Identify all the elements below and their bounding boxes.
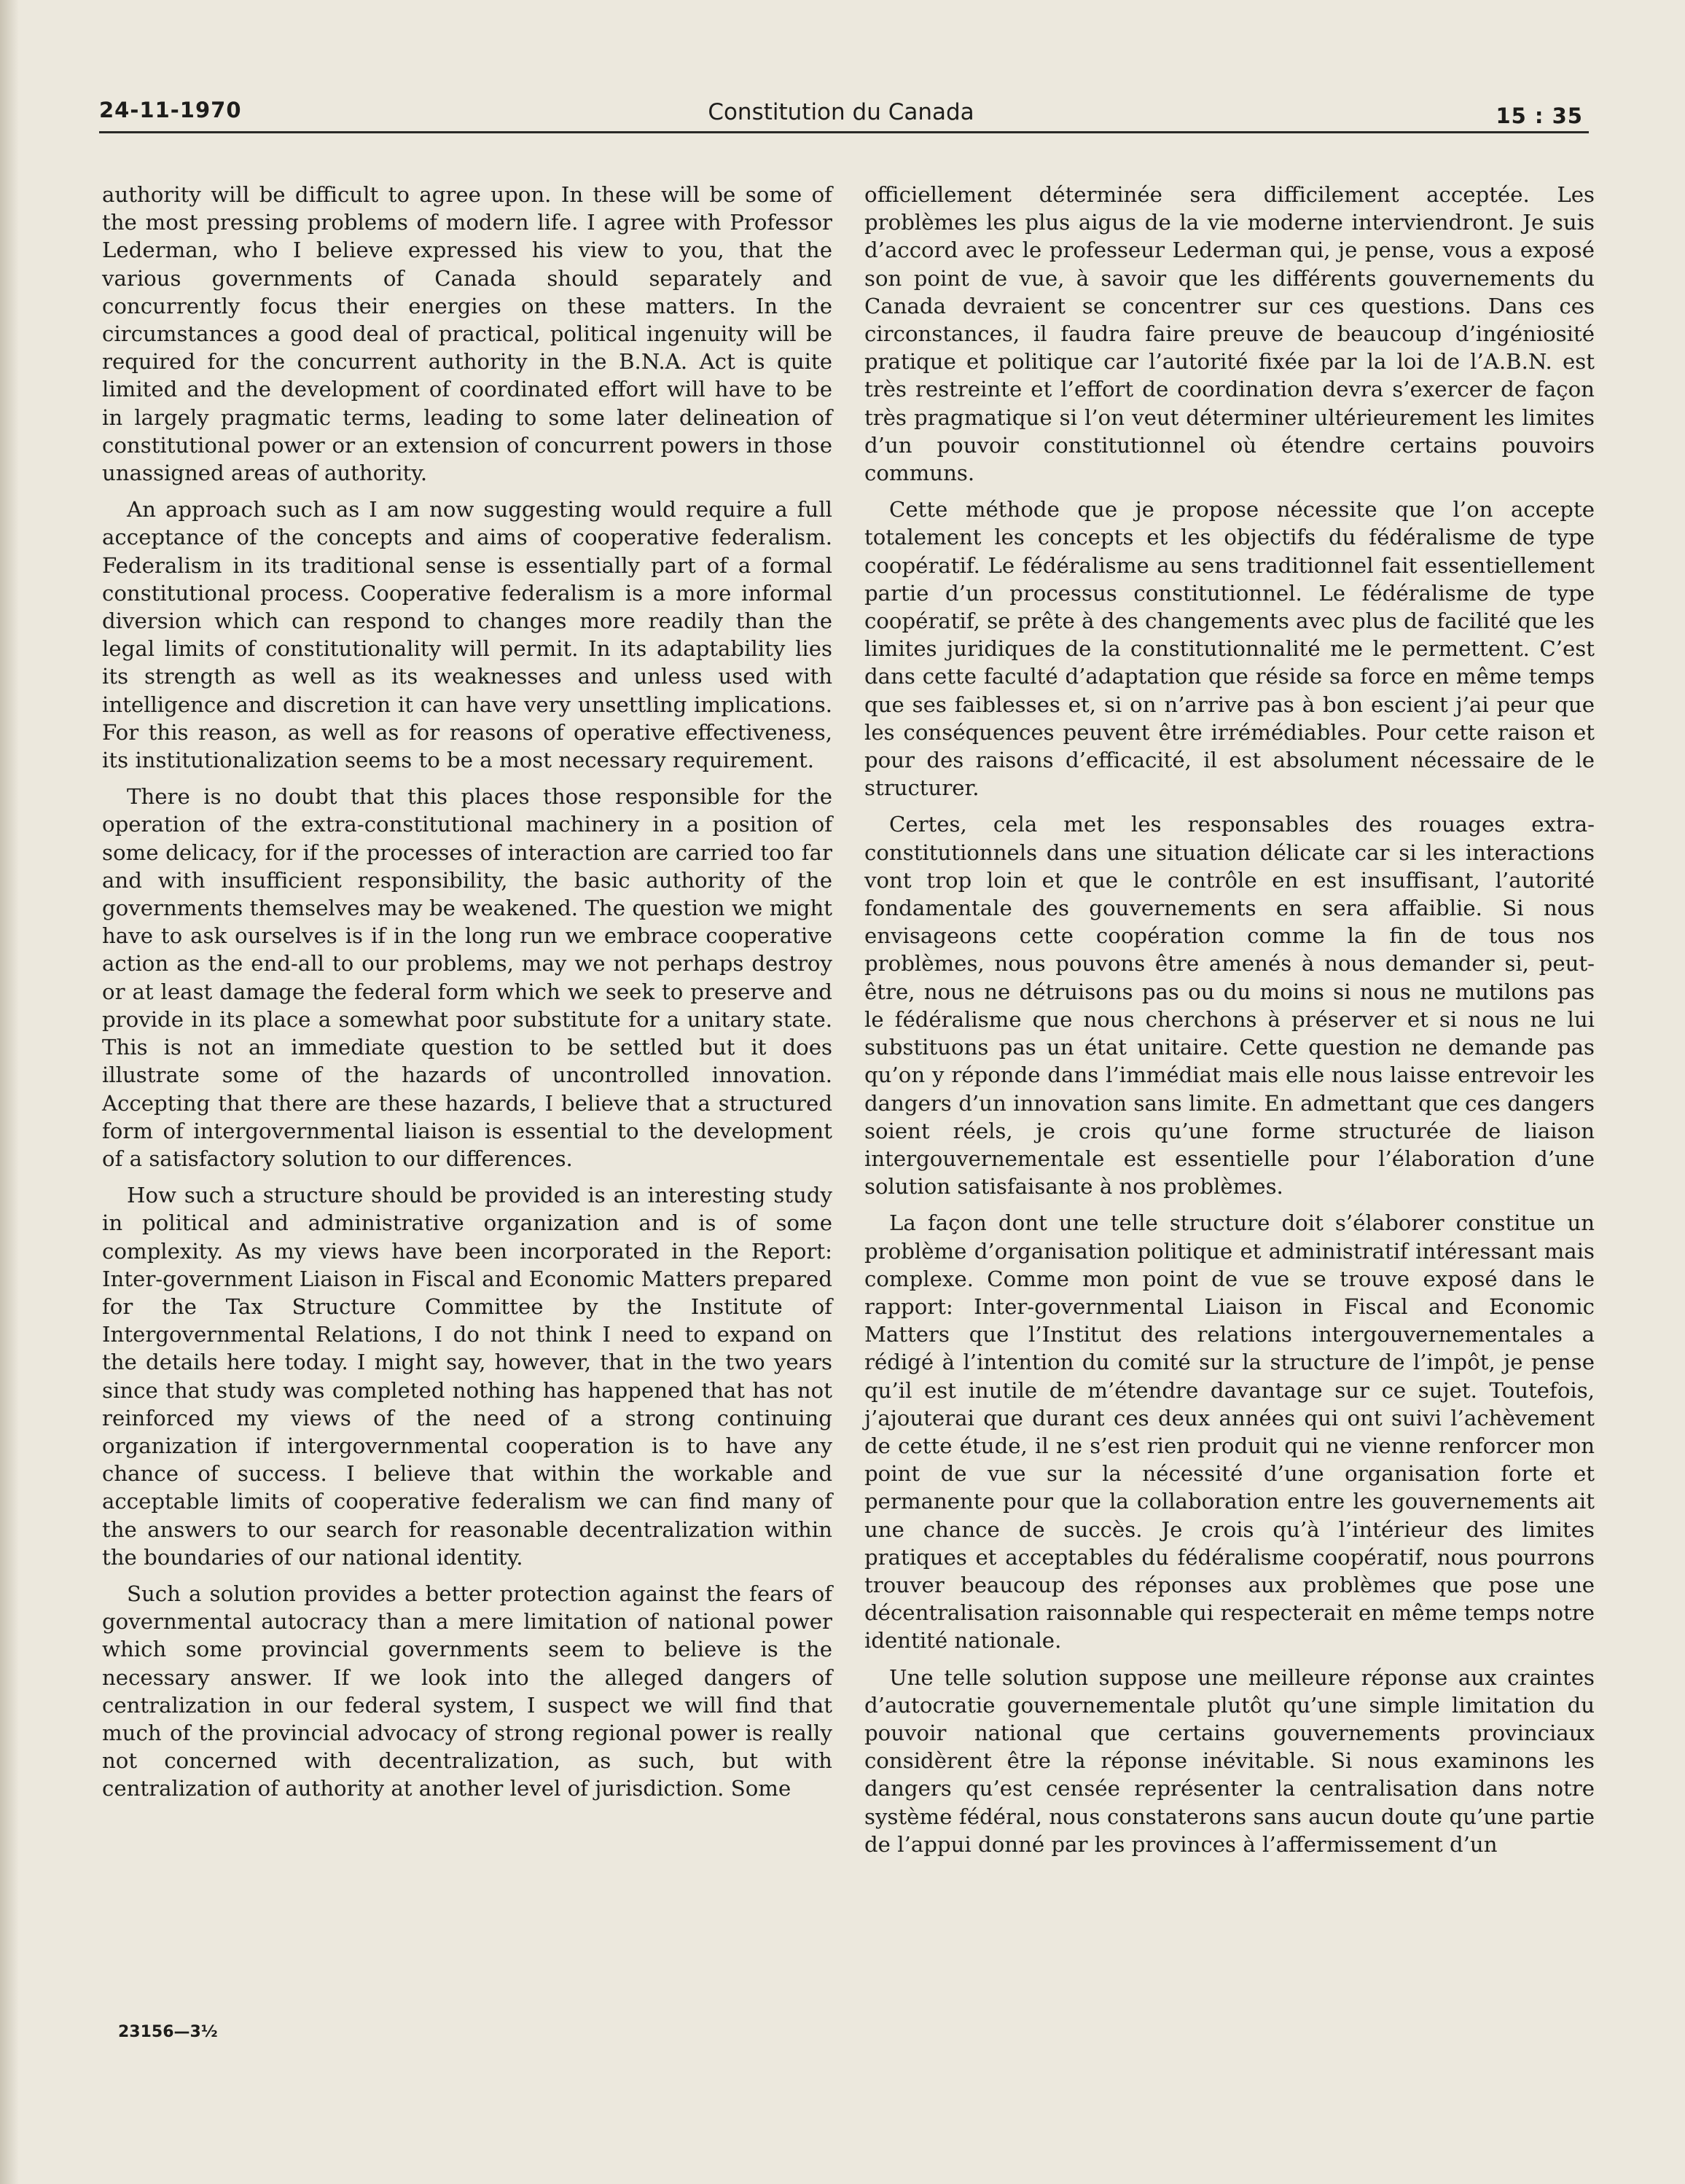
page-header [99,95,1583,131]
header-page-number: 15 : 35 [1496,103,1583,128]
right-paragraph-2: Cette méthode que je propose nécessite que l’on accepte totalement les concepts et les objectifs du fédéralisme de type coopératif. Le fédéralisme au sens traditionnel fait essentiellement partie d’un processus constitutionnel. Le fédéralisme de type coopératif, se prête à des changements avec plus de facilité que les limites juridiques de la constitutionnalité me le permettent. C’est dans cette faculté d’adaptation que réside sa force en même temps que ses faiblesses et, si on n’arrive pas à bon escient j’ai peur que les conséquences peuvent être irrémédiables. Pour cette raison et pour des raisons d’efficacité, il est absolument nécessaire de le structurer. [864,497,1595,801]
left-paragraph-1: authority will be difficult to agree upon. In these will be some of the most pressing problems of modern life. I agree with Professor Lederman, who I believe expressed his view to you, that the various governments of Canada should separately and concurrently focus their energies on these matters. In the circumstances a good deal of practical, political ingenuity will be required for the concurrent authority in the B.N.A. Act is quite limited and the development of coordinated effort will have to be in largely pragmatic terms, leading to some later delineation of constitutional power or an extension of concurrent powers in those unassigned areas of authority. [102,182,832,486]
right-column-french [864,181,1595,1867]
right-paragraph-5: Une telle solution suppose une meilleure réponse aux craintes d’autocratie gouvernementale plutôt qu’une simple limitation du pouvoir national que certains gouvernements provinciaux considèrent être la réponse inévitable. Si nous examinons les dangers qu’est censée représenter la centralisation dans notre système fédéral, nous constaterons sans aucun doute qu’une partie de l’appui donné par les provinces à l’affermissement d’un [864,1664,1595,1857]
header-title: Constitution du Canada [708,99,974,125]
printer-code: 23156—3½ [118,2023,218,2041]
right-paragraph-4: La façon dont une telle structure doit s’élaborer constitue un problème d’organisation politique et administratif intéressant mais complexe. Comme mon point de vue se trouve exposé dans le rapport: Inter-governmental Liaison in Fiscal and Economic Matters que l’Institut des relations intergouvernementales a rédigé à l’intention du comité sur la structure de l’impôt, je pense qu’il est inutile de m’étendre davantage sur ce sujet. Toutefois, j’ajouterai que durant ces deux années qui ont suivi l’achèvement de cette étude, il ne s’est rien produit qui ne vienne renforcer mon point de vue sur la nécessité d’une organisation forte et permanente pour que la collaboration entre les gouvernements ait une chance de succès. Je crois qu’à l’intérieur des limites pratiques et acceptables du fédéralisme coopératif, nous pourrons trouver beaucoup des réponses aux problèmes que pose une décentralisation raisonnable qui respecterait en même temps notre identité nationale. [864,1210,1595,1653]
binding-shadow [0,0,19,2184]
header-rule [99,131,1589,133]
right-paragraph-3: Certes, cela met les responsables des rouages extra-constitutionnels dans une situation délicate car si les interactions vont trop loin et que le contrôle en est insuffisant, l’autorité fondamentale des gouvernements en sera affaiblie. Si nous envisageons cette coopération comme la fin de tous nos problèmes, nous pouvons être amenés à nous demander si, peut-être, nous ne détruisons pas ou du moins si nous ne mutilons pas le fédéralisme que nous cherchons à préserver et si nous ne lui substituons pas un état unitaire. Cette question ne demande pas qu’on y réponde dans l’immédiat mais elle nous laisse entrevoir les dangers d’un innovation sans limite. En admettant que ces dangers soient réels, je crois qu’une forme structurée de liaison intergouvernementale est essentielle pour l’élaboration d’une solution satisfaisante à nos problèmes. [864,812,1595,1199]
left-paragraph-2: An approach such as I am now suggesting would require a full acceptance of the concepts and aims of cooperative federalism. Federalism in its traditional sense is essentially part of a formal constitutional process. Cooperative federalism is a more informal diversion which can respond to changes more readily than the legal limits of constitutionality will permit. In its adaptability lies its strength as well as its weaknesses and unless used with intelligence and discretion it can have very unsettling implications. For this reason, as well as for reasons of operative effectiveness, its institutionalization seems to be a most necessary requirement. [102,497,832,773]
left-column-english [102,181,832,1812]
left-paragraph-4: How such a structure should be provided is an interesting study in political and administrative organization and is of some complexity. As my views have been incorporated in the Report: Inter-government Liaison in Fiscal and Economic Matters prepared for the Tax Structure Committee by the Institute of Intergovernmental Relations, I do not think I need to expand on the details here today. I might say, however, that in the two years since that study was completed nothing has happened that has not reinforced my views of the need of a strong continuing organization if intergovernmental cooperation is to have any chance of success. I believe that within the workable and acceptable limits of cooperative federalism we can find many of the answers to our search for reasonable decentralization within the boundaries of our national identity. [102,1183,832,1570]
left-paragraph-3: There is no doubt that this places those responsible for the operation of the extra-constitutional machinery in a position of some delicacy, for if the processes of interaction are carried too far and with insufficient responsibility, the basic authority of the governments themselves may be weakened. The question we might have to ask ourselves is if in the long run we embrace cooperative action as the end-all to our problems, may we not perhaps destroy or at least damage the federal form which we seek to preserve and provide in its place a somewhat poor substitute for a unitary state. This is not an immediate question to be settled but it does illustrate some of the hazards of uncontrolled innovation. Accepting that there are these hazards, I believe that a structured form of intergovernmental liaison is essential to the development of a satisfactory solution to our differences. [102,784,832,1171]
header-date: 24-11-1970 [99,98,242,122]
left-paragraph-5: Such a solution provides a better protection against the fears of governmental autocracy than a mere limitation of national power which some provincial governments seem to believe is the necessary answer. If we look into the alleged dangers of centralization in our federal system, I suspect we will find that much of the provincial advocacy of strong regional power is really not concerned with decentralization, as such, but with centralization of authority at another level of jurisdiction. Some [102,1581,832,1801]
right-paragraph-1: officiellement déterminée sera difficilement acceptée. Les problèmes les plus aigus de la vie moderne interviendront. Je suis d’accord avec le professeur Lederman qui, je pense, vous a exposé son point de vue, à savoir que les différents gouvernements du Canada devraient se concentrer sur ces questions. Dans ces circonstances, il faudra faire preuve de beaucoup d’ingéniosité pratique et politique car l’autorité fixée par la loi de l’A.B.N. est très restreinte et l’effort de coordination devra s’exercer de façon très pragmatique si l’on veut déterminer ultérieurement les limites d’un pouvoir constitutionnel où étendre certains pouvoirs communs. [864,182,1595,486]
